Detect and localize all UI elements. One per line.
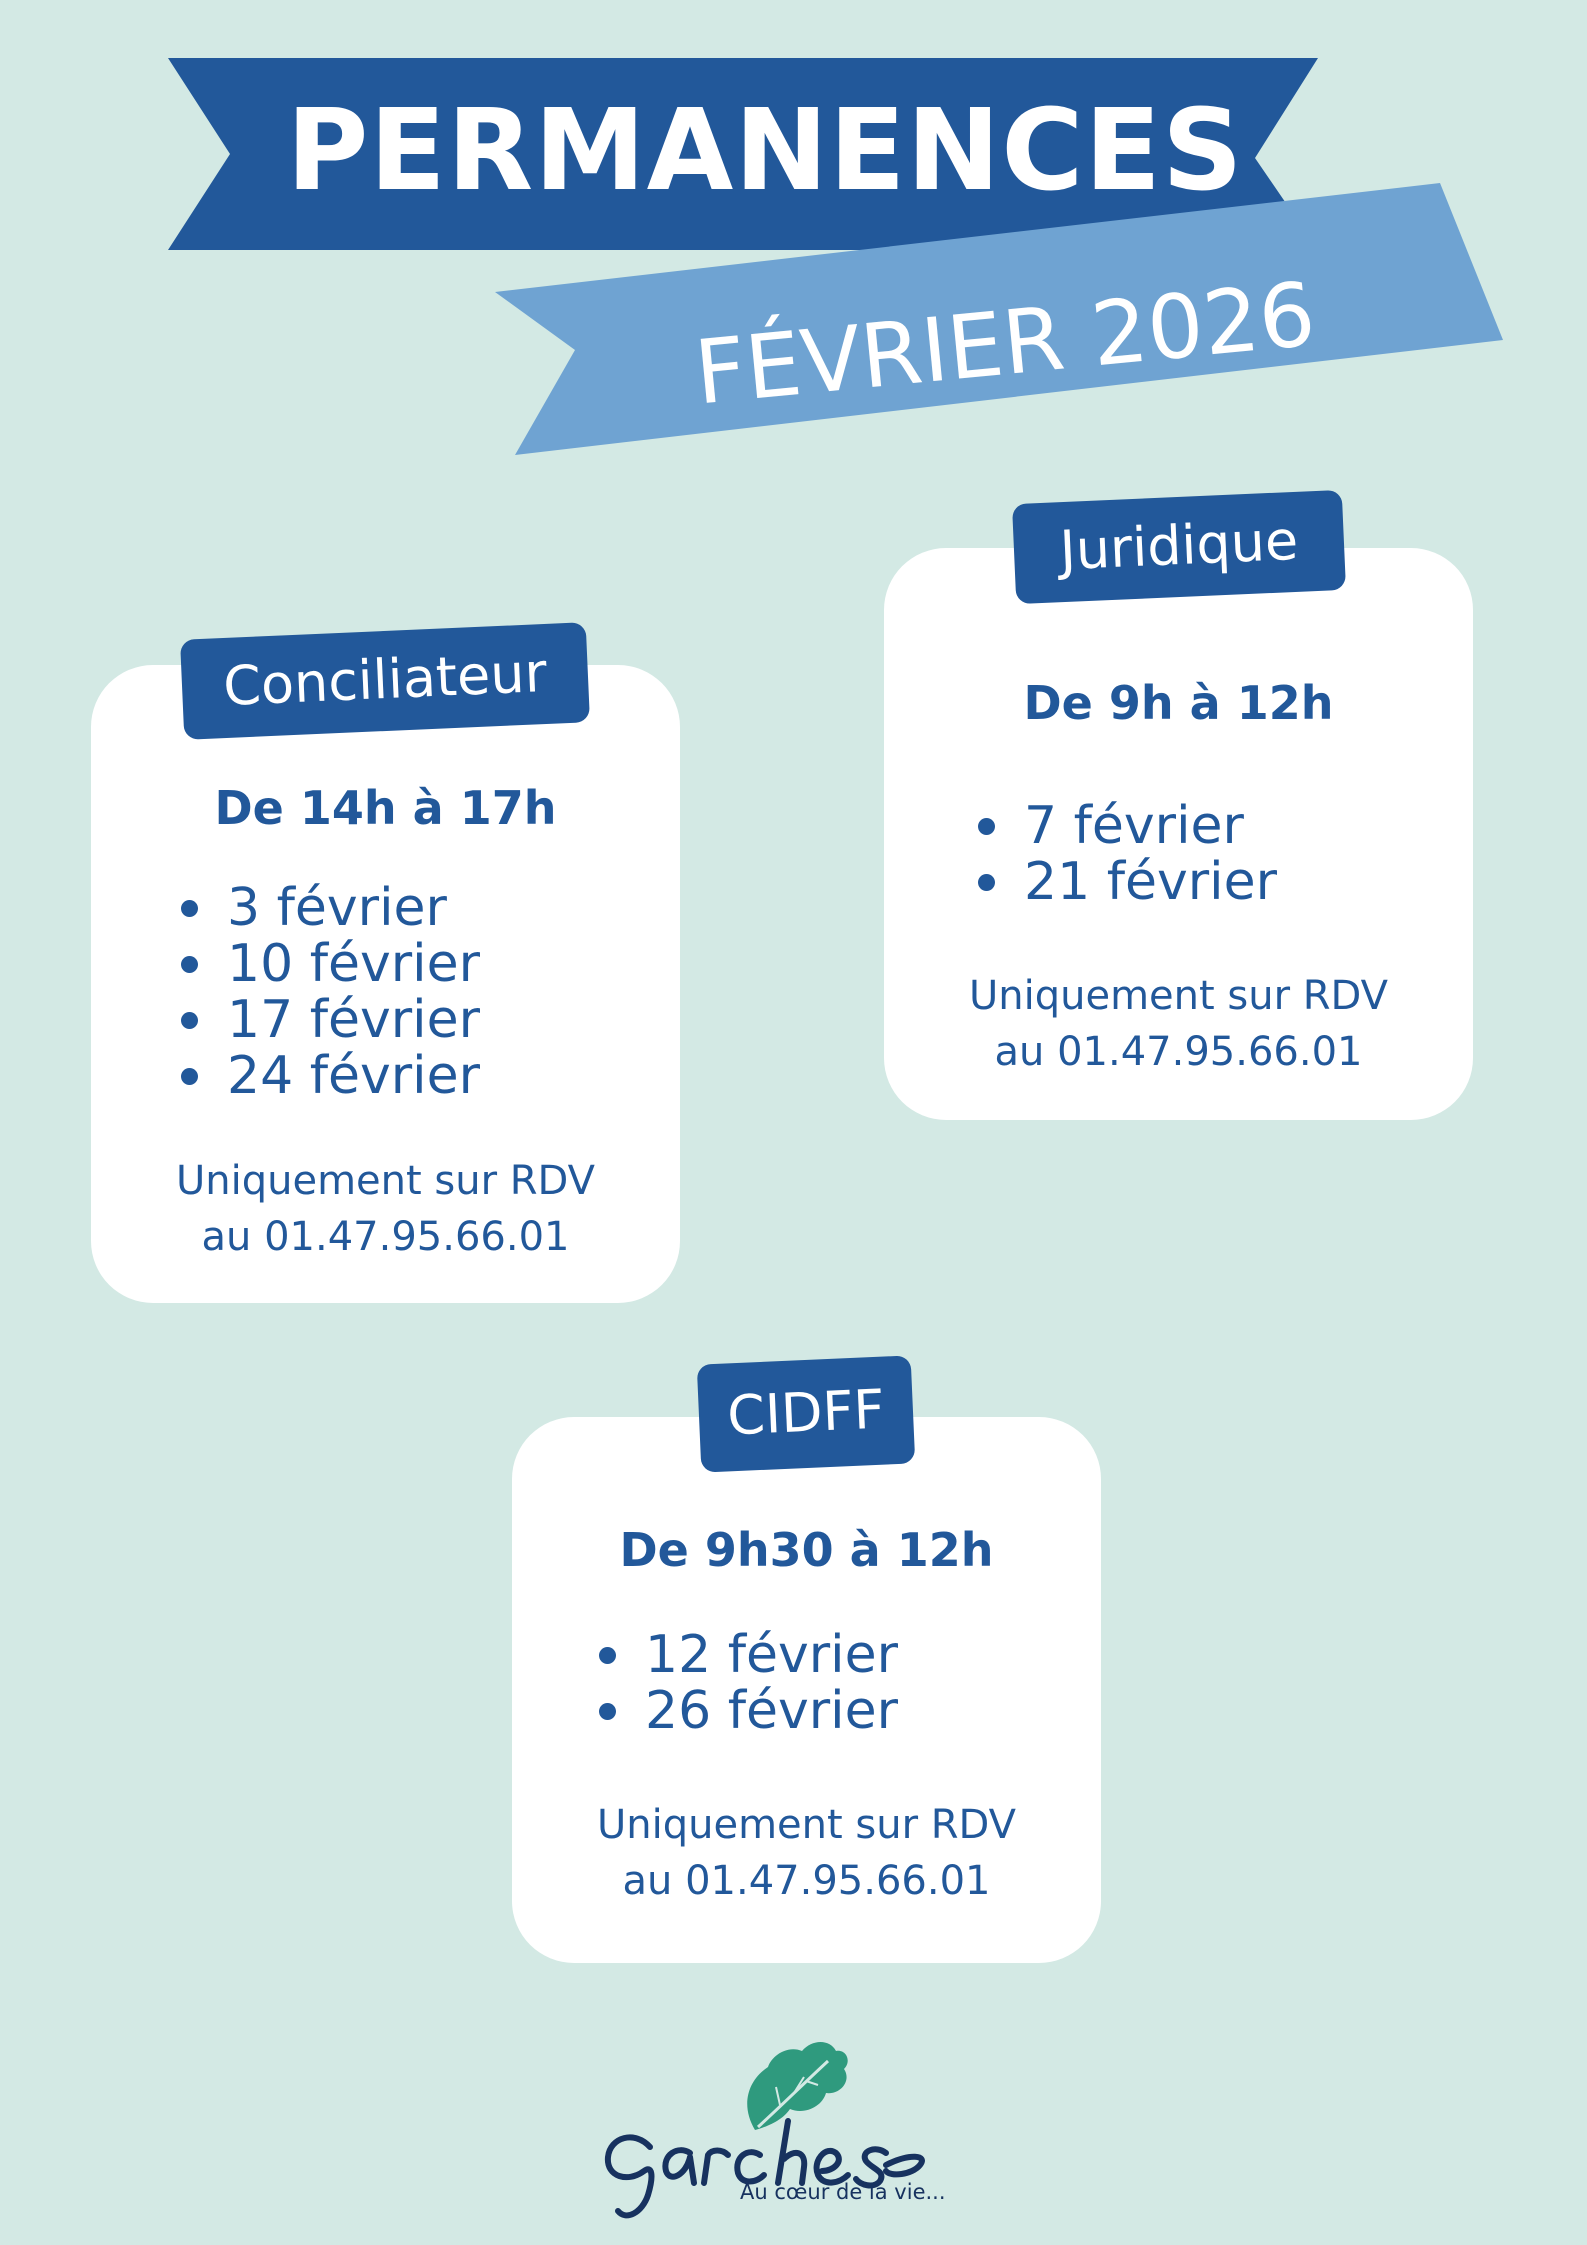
conciliateur-tag: Conciliateur (180, 622, 590, 740)
juridique-card (884, 548, 1473, 1120)
date-text: 3 février (227, 878, 447, 938)
cidff-date-list (597, 1627, 898, 1739)
list-item (179, 992, 480, 1048)
cidff-card (512, 1417, 1101, 1963)
date-text: 17 février (227, 990, 480, 1050)
bullet-icon (978, 874, 995, 891)
list-item (597, 1627, 898, 1683)
bullet-icon (181, 1012, 198, 1029)
page-title: PERMANENCES (286, 86, 1244, 216)
page-subtitle: FÉVRIER 2026 (690, 262, 1320, 425)
cidff-rdv-line1: Uniquement sur RDV (596, 1802, 1017, 1848)
bullet-icon (599, 1647, 616, 1664)
date-text: 10 février (227, 934, 480, 994)
cidff-rdv-line2: au 01.47.95.66.01 (622, 1858, 991, 1904)
bullet-icon (181, 900, 198, 917)
date-text: 24 février (227, 1046, 480, 1106)
juridique-date-list (976, 798, 1277, 910)
juridique-hours: De 9h à 12h (1023, 676, 1334, 730)
date-text: 26 février (645, 1681, 898, 1741)
list-item (976, 854, 1277, 910)
logo-tagline: Au cœur de la vie... (740, 2180, 946, 2204)
conciliateur-hours: De 14h à 17h (214, 781, 557, 835)
list-item (976, 798, 1277, 854)
conciliateur-rdv-line2: au 01.47.95.66.01 (201, 1214, 570, 1260)
list-item (179, 880, 480, 936)
list-item (597, 1683, 898, 1739)
list-item (179, 1048, 480, 1104)
bullet-icon (181, 1068, 198, 1085)
bullet-icon (181, 956, 198, 973)
juridique-rdv-line1: Uniquement sur RDV (968, 973, 1389, 1019)
date-text: 21 février (1024, 852, 1277, 912)
date-text: 12 février (645, 1625, 898, 1685)
cidff-hours: De 9h30 à 12h (619, 1523, 994, 1577)
juridique-rdv-line2: au 01.47.95.66.01 (994, 1029, 1363, 1075)
juridique-tag: Juridique (1012, 490, 1346, 604)
cidff-tag: CIDFF (697, 1355, 916, 1472)
conciliateur-date-list (179, 880, 480, 1104)
bullet-icon (978, 818, 995, 835)
conciliateur-rdv-line1: Uniquement sur RDV (175, 1158, 596, 1204)
list-item (179, 936, 480, 992)
date-text: 7 février (1024, 796, 1244, 856)
conciliateur-card (91, 665, 680, 1303)
bullet-icon (599, 1703, 616, 1720)
